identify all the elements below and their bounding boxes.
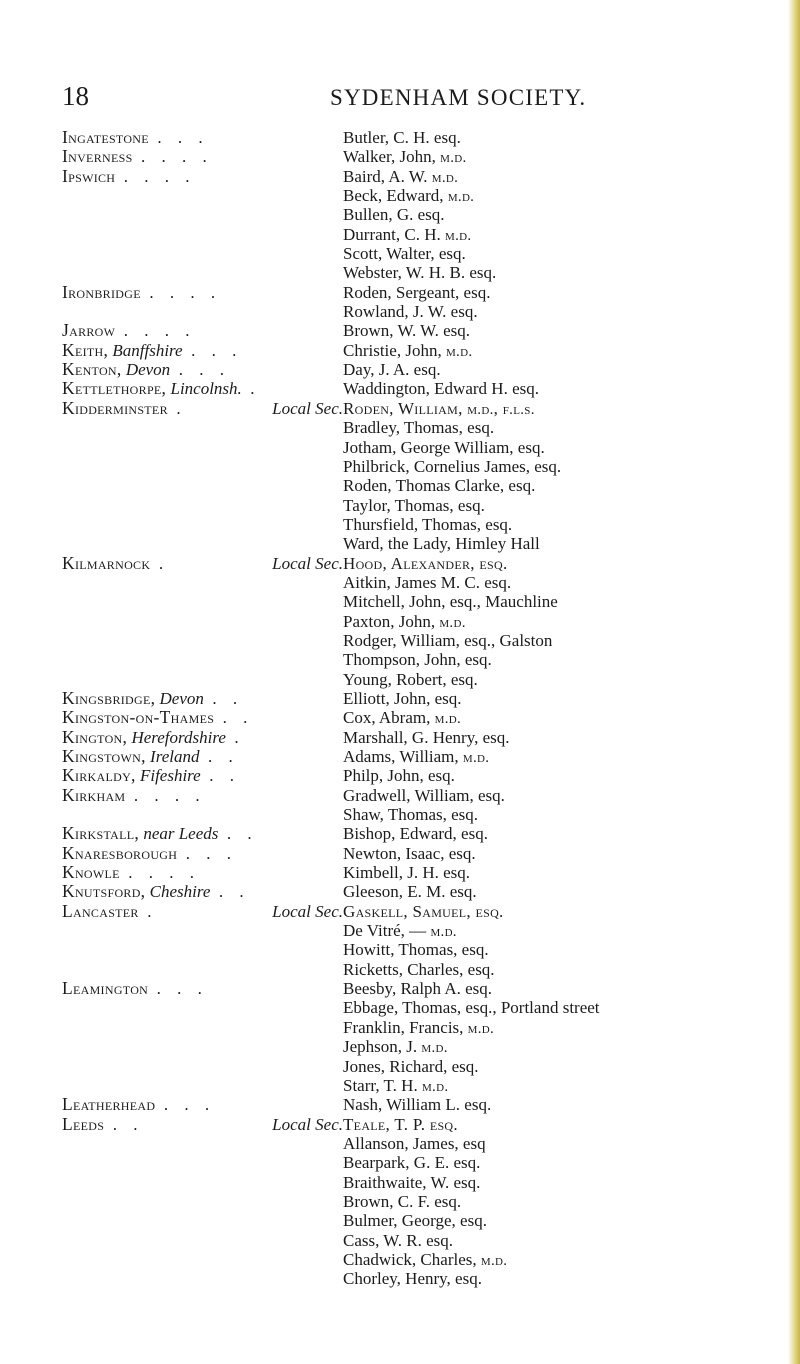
place-qualifier: near Leeds	[143, 824, 219, 844]
member-name: Bishop, Edward, esq.	[343, 824, 488, 844]
list-row	[62, 940, 792, 959]
member-name: Chadwick, Charles, m.d.	[343, 1249, 508, 1269]
list-row	[62, 457, 792, 476]
place-cell	[62, 147, 342, 166]
list-row	[62, 1192, 792, 1211]
member-name: Braithwaite, W. esq.	[343, 1172, 481, 1192]
member-name: Bearpark, G. E. esq.	[343, 1153, 481, 1173]
dot-leader: . . .	[157, 128, 209, 147]
place-name: Kingstown,	[62, 747, 146, 766]
place-qualifier: Ireland	[150, 747, 200, 766]
member-name: Marshall, G. Henry, esq.	[343, 727, 510, 747]
place-name: Leatherhead	[62, 1095, 156, 1115]
degree-abbrev: m.d.	[431, 169, 459, 186]
list-row	[62, 554, 792, 573]
member-name: Waddington, Edward H. esq.	[343, 379, 539, 399]
member-name: Gradwell, William, esq.	[343, 785, 505, 805]
list-row	[62, 399, 792, 418]
list-row	[62, 979, 792, 998]
dot-leader: . . .	[163, 1095, 216, 1115]
place-cell	[62, 128, 342, 147]
list-row	[62, 244, 792, 263]
place-name: Leamington	[62, 979, 149, 999]
list-row	[62, 476, 792, 495]
member-name: Nash, William L. esq.	[343, 1095, 492, 1115]
dot-leader: . . . .	[123, 166, 196, 186]
member-name: Chorley, Henry, esq.	[343, 1269, 482, 1289]
list-row	[62, 1153, 792, 1172]
list-row	[62, 1115, 792, 1134]
list-row	[62, 496, 792, 515]
dot-leader: .	[234, 727, 245, 747]
member-name: Butler, C. H. esq.	[343, 128, 461, 147]
place-cell	[62, 747, 342, 766]
place-name: Inverness	[62, 147, 133, 167]
member-name: Bullen, G. esq.	[343, 205, 445, 225]
dot-leader: . .	[207, 747, 239, 766]
list-row	[62, 1037, 792, 1056]
member-name: Young, Robert, esq.	[343, 669, 478, 689]
dot-leader: .	[250, 379, 261, 399]
member-name: Rodger, William, esq., Galston	[343, 630, 553, 650]
list-row	[62, 1076, 792, 1095]
place-cell	[62, 728, 342, 747]
place-qualifier: Banffshire	[112, 340, 183, 360]
member-name: Roden, Sergeant, esq.	[343, 282, 491, 302]
list-row	[62, 786, 792, 805]
list-row	[62, 418, 792, 437]
degree-abbrev: m.d.	[480, 1252, 508, 1269]
place-qualifier: Devon	[125, 360, 171, 380]
member-name: Thompson, John, esq.	[343, 650, 492, 670]
member-name: Webster, W. H. B. esq.	[343, 263, 497, 283]
list-row	[62, 998, 792, 1017]
place-name: Kingsbridge,	[62, 688, 156, 708]
dot-leader: .	[147, 901, 158, 921]
place-name: Kettlethorpe,	[62, 379, 167, 399]
place-cell	[62, 379, 342, 398]
place-name: Knutsford,	[62, 882, 146, 902]
dot-leader: . .	[112, 1114, 144, 1134]
member-name: Baird, A. W. m.d.	[343, 166, 459, 186]
member-name: Rowland, J. W. esq.	[343, 302, 478, 322]
dot-leader: . .	[222, 708, 254, 728]
place-cell	[62, 1095, 342, 1114]
place-name: Ingatestone	[62, 128, 149, 147]
dot-leader: . .	[209, 766, 240, 786]
local-secretary-label: Local Sec.	[272, 398, 343, 418]
list-row	[62, 186, 792, 205]
list-row	[62, 902, 792, 921]
list-row	[62, 1057, 792, 1076]
degree-abbrev: m.d.	[430, 924, 457, 941]
dot-leader: .	[158, 553, 170, 573]
place-cell	[62, 321, 342, 340]
member-name: Jephson, J. m.d.	[343, 1037, 448, 1057]
degree-abbrev: m.d.	[439, 614, 466, 631]
list-row	[62, 167, 792, 186]
list-row	[62, 863, 792, 882]
list-row	[62, 1269, 792, 1288]
list-row	[62, 921, 792, 940]
list-row	[62, 302, 792, 321]
list-row	[62, 689, 792, 708]
place-name: Kidderminster	[62, 398, 168, 418]
dot-leader: . . . .	[128, 863, 201, 883]
list-row	[62, 360, 792, 379]
list-row	[62, 708, 792, 727]
page-number: 18	[62, 81, 89, 111]
member-name: Taylor, Thomas, esq.	[343, 495, 485, 515]
member-name: Cox, Abram, m.d.	[343, 708, 462, 728]
place-qualifier: Lincolnsh.	[170, 379, 242, 399]
member-name: Brown, W. W. esq.	[343, 321, 471, 341]
list-row	[62, 612, 792, 631]
place-name: Lancaster	[62, 901, 139, 921]
member-name: Beck, Edward, m.d.	[343, 186, 475, 206]
degree-abbrev: f.l.s.	[502, 401, 535, 418]
dot-leader: . .	[218, 882, 250, 902]
list-row	[62, 728, 792, 747]
list-row	[62, 766, 792, 785]
member-name: Day, J. A. esq.	[343, 360, 441, 380]
member-list	[62, 128, 792, 1289]
member-name: Starr, T. H. m.d.	[343, 1075, 449, 1095]
list-row	[62, 438, 792, 457]
place-name: Jarrow	[62, 321, 116, 341]
degree-abbrev: m.d.	[462, 750, 490, 766]
member-name: Philp, John, esq.	[343, 766, 455, 786]
member-name: Roden, William, m.d., f.l.s.	[343, 398, 535, 418]
place-cell	[62, 360, 342, 379]
list-row	[62, 205, 792, 224]
place-qualifier: Devon	[159, 688, 204, 708]
dot-leader: . .	[226, 824, 258, 844]
place-name: Kington,	[62, 727, 128, 747]
member-name: Walker, John, m.d.	[343, 147, 467, 167]
place-name: Kirkaldy,	[62, 766, 136, 786]
list-row	[62, 1173, 792, 1192]
place-name: Knowle	[62, 863, 120, 883]
member-name: Aitkin, James M. C. esq.	[343, 572, 512, 592]
list-row	[62, 128, 792, 147]
member-name: Shaw, Thomas, esq.	[343, 805, 479, 825]
list-row	[62, 147, 792, 166]
list-row	[62, 670, 792, 689]
member-name: Bulmer, George, esq.	[343, 1211, 487, 1231]
list-row	[62, 341, 792, 360]
degree-abbrev: m.d.	[447, 189, 475, 206]
list-row	[62, 263, 792, 282]
local-secretary-label: Local Sec.	[272, 553, 343, 573]
list-row	[62, 573, 792, 592]
place-cell	[62, 979, 342, 998]
list-row	[62, 1211, 792, 1230]
list-row	[62, 805, 792, 824]
place-cell	[62, 844, 342, 863]
list-row	[62, 379, 792, 398]
list-row	[62, 592, 792, 611]
place-cell	[62, 341, 342, 360]
dot-leader: . . .	[191, 340, 243, 360]
member-name: Teale, T. P. esq.	[343, 1114, 458, 1134]
place-name: Kirkham	[62, 785, 126, 805]
place-cell	[62, 882, 342, 901]
member-name: Thursfield, Thomas, esq.	[343, 514, 513, 534]
place-name: Keith,	[62, 340, 109, 360]
place-cell	[62, 824, 342, 843]
place-cell	[62, 689, 342, 708]
member-name: Newton, Isaac, esq.	[343, 843, 476, 863]
dot-leader: . .	[212, 688, 244, 708]
list-row	[62, 1231, 792, 1250]
member-name: De Vitré, — m.d.	[343, 921, 457, 941]
member-name: Gleeson, E. M. esq.	[343, 882, 477, 902]
member-name: Scott, Walter, esq.	[343, 244, 466, 264]
list-row	[62, 321, 792, 340]
place-cell	[62, 863, 342, 882]
degree-abbrev: m.d.	[445, 343, 473, 360]
local-secretary-label: Local Sec.	[272, 901, 343, 921]
dot-leader: . . . .	[149, 282, 222, 302]
dot-leader: . . . .	[133, 785, 206, 805]
list-row	[62, 631, 792, 650]
degree-abbrev: m.d.	[421, 1040, 448, 1057]
member-name: Jones, Richard, esq.	[343, 1056, 479, 1076]
member-name: Beesby, Ralph A. esq.	[343, 979, 493, 999]
place-qualifier: Cheshire	[149, 882, 211, 902]
place-cell	[62, 708, 342, 727]
place-cell	[62, 283, 342, 302]
member-name: Hood, Alexander, esq.	[343, 553, 508, 573]
list-row	[62, 882, 792, 901]
local-secretary-label: Local Sec.	[272, 1114, 343, 1134]
list-row	[62, 1134, 792, 1153]
place-name: Knaresborough	[62, 843, 178, 863]
member-name: Christie, John, m.d.	[343, 340, 473, 360]
member-name: Philbrick, Cornelius James, esq.	[343, 456, 562, 476]
place-cell	[62, 766, 342, 785]
degree-abbrev: m.d.	[421, 1078, 449, 1095]
place-cell	[62, 167, 342, 186]
list-row	[62, 283, 792, 302]
list-row	[62, 960, 792, 979]
list-row	[62, 650, 792, 669]
place-name: Kingston-on-Thames	[62, 708, 215, 728]
member-name: Allanson, James, esq	[343, 1133, 486, 1153]
member-name: Bradley, Thomas, esq.	[343, 418, 495, 438]
list-row	[62, 225, 792, 244]
member-name: Ward, the Lady, Himley Hall	[343, 534, 540, 554]
member-name: Adams, William, m.d.	[343, 747, 490, 766]
place-name: Kirkstall,	[62, 824, 140, 844]
place-name: Ironbridge	[62, 282, 141, 302]
dot-leader: . . .	[185, 843, 237, 863]
member-name: Jotham, George William, esq.	[343, 437, 545, 457]
place-name: Kilmarnock	[62, 553, 151, 573]
member-name: Mitchell, John, esq., Mauchline	[343, 592, 558, 612]
member-name: Cass, W. R. esq.	[343, 1230, 454, 1250]
member-name: Brown, C. F. esq.	[343, 1191, 462, 1211]
member-name: Kimbell, J. H. esq.	[343, 863, 471, 883]
degree-abbrev: m.d.	[467, 1020, 495, 1037]
member-name: Elliott, John, esq.	[343, 688, 462, 708]
list-row	[62, 824, 792, 843]
dot-leader: . . .	[178, 360, 230, 380]
degree-abbrev: m.d.	[444, 227, 472, 244]
list-row	[62, 747, 792, 766]
member-name: Roden, Thomas Clarke, esq.	[343, 476, 536, 496]
member-name: Howitt, Thomas, esq.	[343, 940, 489, 960]
member-name: Ricketts, Charles, esq.	[343, 959, 495, 979]
degree-abbrev: m.d.	[434, 711, 462, 728]
member-name: Franklin, Francis, m.d.	[343, 1017, 495, 1037]
list-row	[62, 1095, 792, 1114]
place-cell	[62, 786, 342, 805]
list-row	[62, 1018, 792, 1037]
member-name: Gaskell, Samuel, esq.	[343, 901, 504, 921]
member-name: Paxton, John, m.d.	[343, 611, 466, 631]
dot-leader: . . . .	[123, 321, 196, 341]
member-name: Ebbage, Thomas, esq., Portland street	[343, 998, 600, 1018]
place-name: Leeds	[62, 1114, 105, 1134]
dot-leader: .	[176, 398, 187, 418]
degree-abbrev: m.d.	[440, 150, 467, 167]
list-row	[62, 1250, 792, 1269]
list-row	[62, 844, 792, 863]
dot-leader: . . . .	[141, 147, 213, 167]
place-name: Ipswich	[62, 166, 116, 186]
place-name: Kenton,	[62, 360, 122, 380]
list-row	[62, 534, 792, 553]
running-head: SYDENHAM SOCIETY.	[330, 85, 587, 110]
place-qualifier: Herefordshire	[131, 727, 226, 747]
member-name: Durrant, C. H. m.d.	[343, 224, 472, 244]
dot-leader: . . .	[156, 979, 208, 999]
place-qualifier: Fifeshire	[139, 766, 201, 786]
degree-abbrev: m.d.	[467, 401, 494, 418]
list-row	[62, 515, 792, 534]
